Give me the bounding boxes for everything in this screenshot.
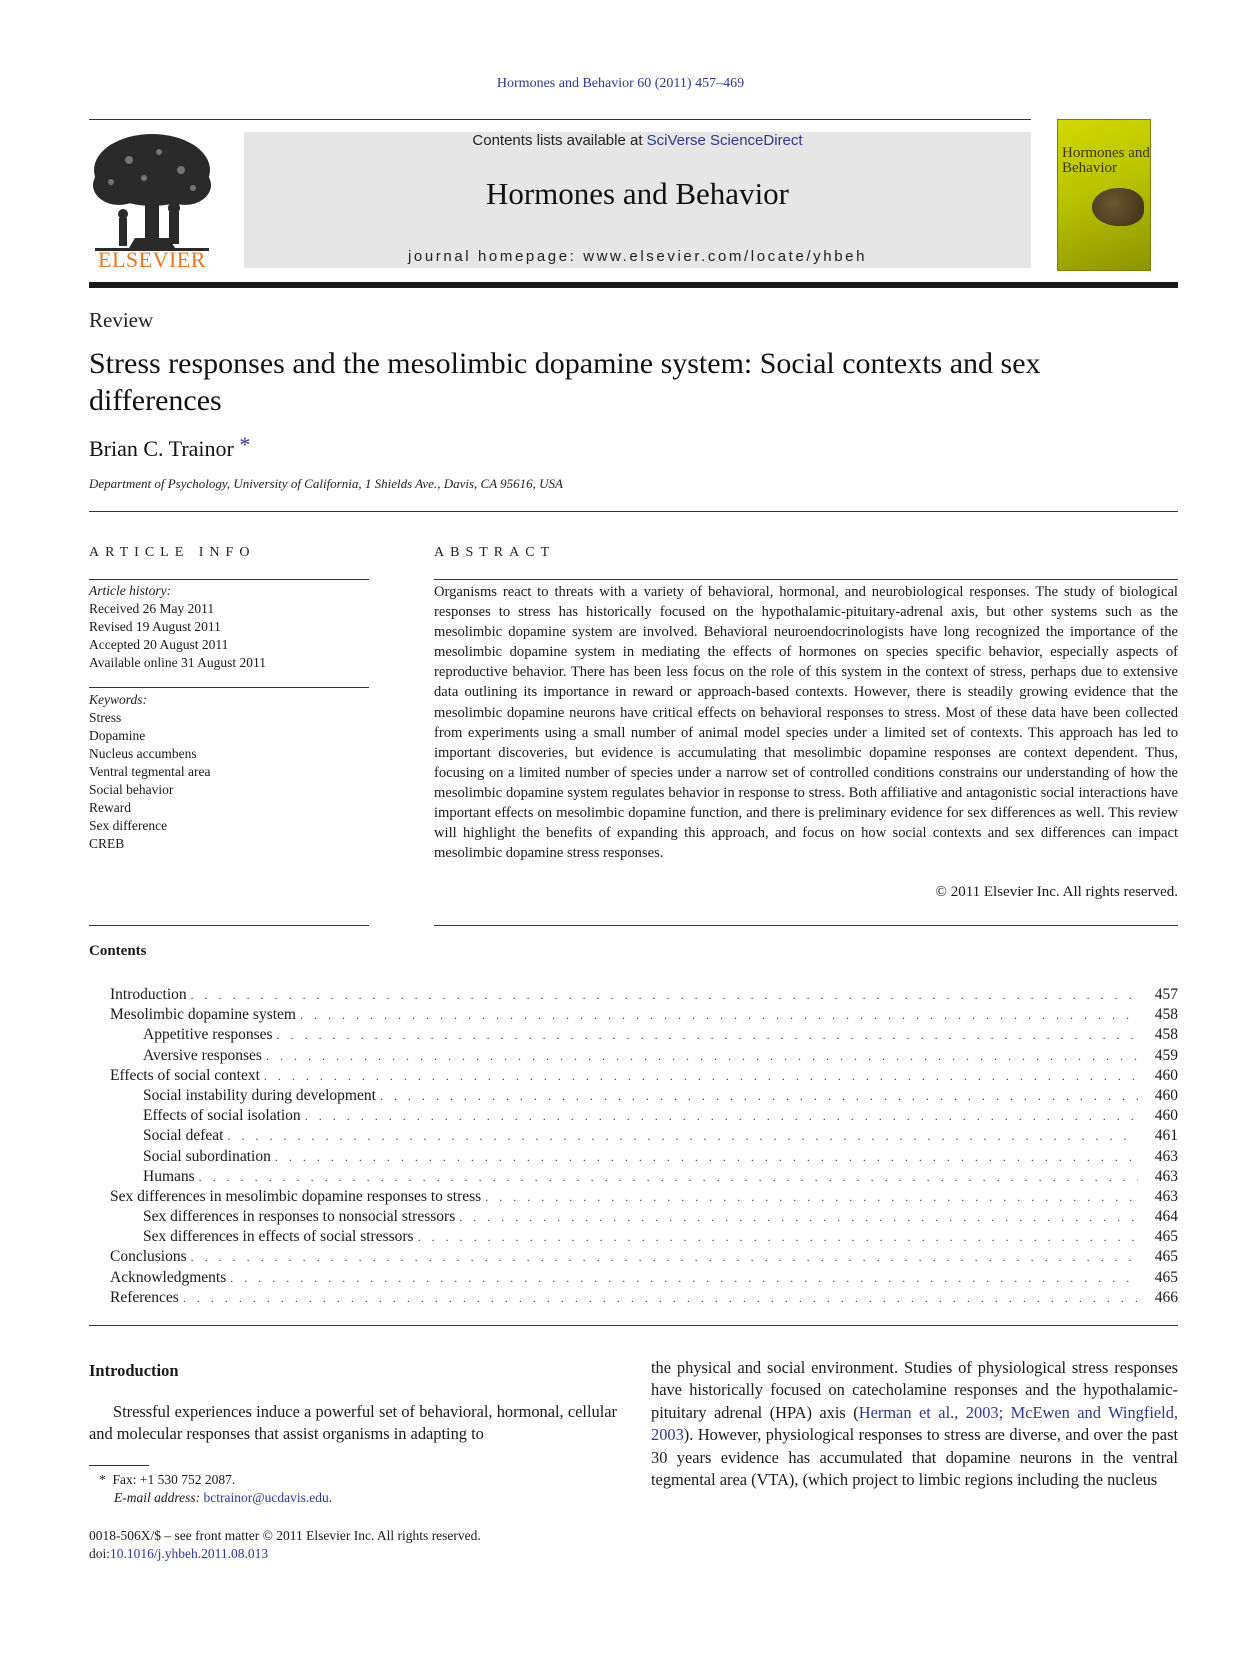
- introduction-heading: Introduction: [89, 1361, 179, 1380]
- toc-entry[interactable]: [110, 1248, 1178, 1268]
- footnote-rule: [89, 1465, 149, 1466]
- toc-entry-label: Sex differences in mesolimbic dopamine responses to stress: [110, 1187, 482, 1205]
- contents-title: Contents: [89, 943, 147, 959]
- toc-entry-page: 465: [1154, 1268, 1178, 1286]
- toc-leader-dots: [305, 1109, 1138, 1124]
- toc-entry[interactable]: [110, 1289, 1178, 1309]
- toc-entry-label: Effects of social context: [110, 1066, 260, 1084]
- toc-leader-dots: [227, 1129, 1138, 1144]
- toc-entry-page: 459: [1154, 1046, 1178, 1064]
- history-label: Article history:: [89, 583, 172, 598]
- toc-entry-label: Effects of social isolation: [143, 1107, 301, 1125]
- toc-leader-dots: [266, 1049, 1138, 1064]
- elsevier-wordmark: ELSEVIER: [98, 247, 206, 272]
- abstract-rule: [434, 579, 1178, 580]
- abstract-heading: ABSTRACT: [434, 545, 556, 560]
- keyword-item: Reward: [89, 800, 131, 815]
- toc-entry[interactable]: [110, 1148, 1178, 1168]
- toc-entry-page: 465: [1154, 1228, 1178, 1246]
- toc-entry-page: 464: [1154, 1208, 1178, 1226]
- abstract-copyright: © 2011 Elsevier Inc. All rights reserved.: [935, 884, 1178, 900]
- toc-entry-page: 458: [1154, 1006, 1178, 1024]
- article-info-rule: [89, 925, 369, 926]
- toc-entry-label: Humans: [143, 1167, 195, 1185]
- toc-leader-dots: [199, 1170, 1138, 1185]
- article-type: Review: [89, 308, 154, 332]
- keyword-item: Social behavior: [89, 782, 174, 797]
- journal-masthead: [244, 132, 1031, 268]
- contents-prefix: Contents lists available at: [472, 132, 647, 149]
- header-top-rule: [89, 119, 1031, 120]
- table-of-contents: [110, 986, 1178, 1309]
- keyword-item: Sex difference: [89, 818, 168, 833]
- toc-entry-label: Aversive responses: [143, 1046, 262, 1064]
- abstract-rule: [434, 925, 1178, 926]
- toc-leader-dots: [418, 1230, 1138, 1245]
- article-title: Stress responses and the mesolimbic dopamine system: Social contexts and sex differences: [89, 347, 1041, 417]
- footnote-mark: *: [99, 1472, 106, 1487]
- toc-entry-page: 460: [1154, 1107, 1178, 1125]
- doi-link[interactable]: 10.1016/j.yhbeh.2011.08.013: [110, 1546, 269, 1561]
- toc-entry-page: 461: [1154, 1127, 1178, 1145]
- toc-entry[interactable]: [110, 1006, 1178, 1026]
- toc-entry-label: Sex differences in effects of social stressors: [143, 1228, 414, 1246]
- toc-entry-page: 465: [1154, 1248, 1178, 1266]
- journal-citation-link[interactable]: Hormones and Behavior 60 (2011) 457–469: [496, 76, 745, 91]
- toc-leader-dots: [485, 1190, 1138, 1205]
- header-bottom-rule: [89, 282, 1178, 288]
- toc-leader-dots: [277, 1028, 1138, 1043]
- journal-cover-image: [1057, 119, 1151, 271]
- introduction-paragraph-left: Stressful experiences induce a powerful set of behavioral, hormonal, cellular and molecular responses that assist organisms in adapting to: [89, 1402, 617, 1444]
- keyword-item: CREB: [89, 836, 125, 851]
- author-name: Brian C. Trainor: [89, 436, 234, 461]
- toc-entry-label: Social defeat: [143, 1127, 224, 1145]
- intro-text: the physical and social environment. Studies of physiological stress responses have historically focused on catecholamine responses and the hypothalamic-pituitary adrenal (HPA) axis (: [651, 1358, 1178, 1422]
- keyword-item: Stress: [89, 710, 122, 725]
- toc-leader-dots: [191, 1250, 1138, 1265]
- keyword-item: Nucleus accumbens: [89, 746, 197, 761]
- toc-entry-page: 460: [1154, 1066, 1178, 1084]
- toc-entry[interactable]: [110, 1168, 1178, 1188]
- toc-entry-page: 458: [1154, 1026, 1178, 1044]
- keywords-list: [89, 691, 369, 853]
- toc-entry[interactable]: [110, 1047, 1178, 1067]
- keyword-item: Ventral tegmental area: [89, 764, 211, 779]
- toc-entry[interactable]: [110, 1026, 1178, 1046]
- article-info-heading: ARTICLE INFO: [89, 545, 256, 560]
- cover-title: Hormones and Behavior: [1062, 145, 1150, 176]
- toc-entry-page: 466: [1154, 1288, 1178, 1306]
- history-online: Available online 31 August 2011: [89, 655, 266, 670]
- toc-entry-label: Social instability during development: [143, 1086, 376, 1104]
- doi-prefix: doi:: [89, 1546, 111, 1561]
- toc-entry-page: 463: [1154, 1147, 1178, 1165]
- toc-entry-label: Mesolimbic dopamine system: [110, 1006, 296, 1024]
- toc-entry-label: Appetitive responses: [143, 1026, 273, 1044]
- toc-entry[interactable]: [110, 1269, 1178, 1289]
- journal-name: Hormones and Behavior: [485, 176, 790, 211]
- toc-entry[interactable]: [110, 986, 1178, 1006]
- toc-entry-page: 463: [1154, 1187, 1178, 1205]
- toc-entry[interactable]: [110, 1087, 1178, 1107]
- toc-entry-label: Acknowledgments: [110, 1268, 227, 1286]
- toc-leader-dots: [300, 1008, 1138, 1023]
- toc-entry[interactable]: [110, 1208, 1178, 1228]
- author-affiliation: Department of Psychology, University of California, 1 Shields Ave., Davis, CA 95616, USA: [89, 476, 563, 491]
- cover-animal-photo-icon: [1092, 188, 1144, 226]
- toc-leader-dots: [275, 1150, 1138, 1165]
- toc-entry-label: Social subordination: [143, 1147, 271, 1165]
- history-received: Received 26 May 2011: [89, 601, 215, 616]
- toc-entry-page: 460: [1154, 1086, 1178, 1104]
- toc-entry-label: Sex differences in responses to nonsocial stressors: [143, 1208, 456, 1226]
- author-footnote: [99, 1471, 332, 1507]
- footnote-fax: Fax: +1 530 752 2087.: [112, 1472, 236, 1487]
- section-rule: [89, 511, 1178, 512]
- front-matter-line: 0018-506X/$ – see front matter © 2011 Elsevier Inc. All rights reserved.: [89, 1528, 481, 1543]
- intro-text: ). However, physiological responses to stress are diverse, and over the past 30 years evidence has accumulated that dopamine neurons in the ventral tegmental area (VTA), (which project to limbic regions including the nucleus: [651, 1425, 1178, 1490]
- journal-homepage[interactable]: journal homepage: www.elsevier.com/locate/yhbeh: [407, 248, 868, 265]
- contents-available-line: [244, 132, 1031, 149]
- introduction-paragraph-right: [651, 1357, 1178, 1491]
- toc-entry[interactable]: [110, 1107, 1178, 1127]
- toc-leader-dots: [264, 1069, 1138, 1084]
- toc-entry[interactable]: [110, 1127, 1178, 1147]
- citation-link[interactable]: Herman et al., 2003; McEwen and Wingfield, 2003: [651, 1402, 1178, 1445]
- toc-entry[interactable]: [110, 1188, 1178, 1208]
- history-revised: Revised 19 August 2011: [89, 619, 221, 634]
- keywords-label: Keywords:: [89, 692, 147, 707]
- history-accepted: Accepted 20 August 2011: [89, 637, 229, 652]
- toc-entry[interactable]: [110, 1228, 1178, 1248]
- contents-rule: [89, 1325, 1178, 1326]
- author-line: [89, 432, 250, 462]
- toc-leader-dots: [380, 1089, 1138, 1104]
- toc-entry-page: 457: [1154, 986, 1178, 1003]
- email-label: E-mail address:: [114, 1490, 201, 1505]
- author-footnote-mark[interactable]: *: [239, 432, 251, 457]
- toc-entry[interactable]: [110, 1067, 1178, 1087]
- toc-leader-dots: [183, 1291, 1138, 1306]
- imprint: [89, 1527, 481, 1563]
- toc-leader-dots: [191, 988, 1138, 1003]
- toc-entry-label: Introduction: [110, 986, 187, 1003]
- article-info-rule: [89, 687, 369, 688]
- article-history: [89, 582, 369, 672]
- toc-entry-label: References: [110, 1288, 179, 1306]
- keyword-item: Dopamine: [89, 728, 146, 743]
- article-info-rule: [89, 579, 369, 580]
- email-end: .: [328, 1490, 333, 1505]
- toc-entry-label: Conclusions: [110, 1248, 187, 1266]
- email-link[interactable]: bctrainor@ucdavis.edu: [203, 1490, 329, 1505]
- toc-leader-dots: [230, 1271, 1138, 1286]
- toc-entry-page: 463: [1154, 1167, 1178, 1185]
- abstract-text: Organisms react to threats with a variety of behavioral, hormonal, and neurobiological responses. The study of biological responses to stress has historically focused on the hypothalamic-pituitary-adrenal axis, but other systems such as the mesolimbic dopamine system are involved. Behavioral neuroendocrinologists have long recognized the importance of the mesolimbic dopamine system in mediating the effects of hormones on species specific behavior, especially aspects of reproductive behavior. There has been less focus on the role of this system in the context of stress, perhaps due to extensive data outlining its importance in reward or approach-based contexts. However, there is steadily growing evidence that the mesolimbic dopamine neurons have critical effects on behavioral responses to stress. Most of these data have been collected from experiments using a small number of animal model species under a limited set of contexts. This approach has led to important discoveries, but evidence is accumulating that mesolimbic dopamine responses are context dependent. Thus, focusing on a limited number of species under a narrow set of controlled conditions constrains our understanding of how the mesolimbic dopamine system regulates behavior in response to stress. Both affiliative and antagonistic social interactions have important effects on mesolimbic dopamine function, and there is preliminary evidence for sex differences as well. This review will highlight the benefits of expanding this approach, and focus on how social contexts and sex differences can impact mesolimbic dopamine stress responses.: [434, 584, 1178, 862]
- toc-leader-dots: [459, 1210, 1138, 1225]
- sciencedirect-link[interactable]: SciVerse ScienceDirect: [646, 132, 803, 149]
